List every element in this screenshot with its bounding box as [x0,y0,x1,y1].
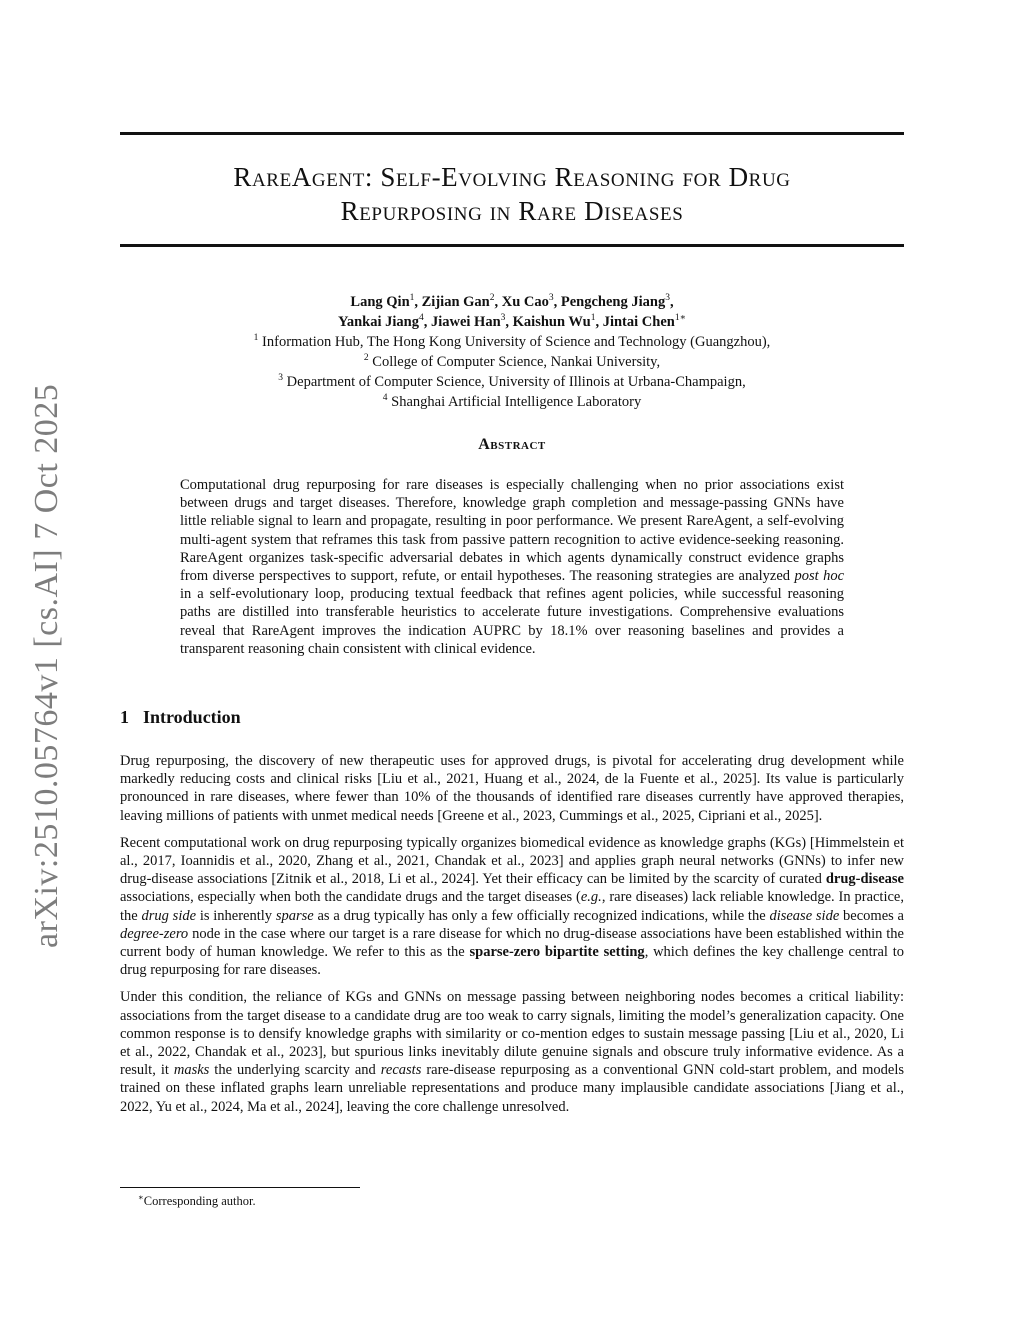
arxiv-identifier: arXiv:2510.05764v1 [cs.AI] 7 Oct 2025 [28,383,65,948]
affiliation-sup: 3 [278,373,284,384]
affiliation [120,372,904,392]
abstract-part: Computational drug repurposing for rare diseases is especially challenging when no prior associations exist between drugs and target diseases. Therefore, knowledge graph completion and message-passing GNNs have little reliable signal to learn and propagate, resulting in poor performance. We present RareAgent, a self-evolving multi-agent system that reframes this task from passive pattern recognition to active evidence-seeking reasoning. RareAgent organizes task-specific adversarial debates in which agents dynamically construct evidence graphs from diverse perspectives to support, refute, or entail hypotheses. The reasoning strategies are analyzed [180,477,844,585]
author-name: Lang Qin [350,294,410,310]
affiliation-text: Department of Computer Science, University of Illinois at Urbana-Champaign, [286,374,746,390]
affiliation-text: Shanghai Artificial Intelligence Laboratory [391,394,642,410]
text-run: the underlying scarcity and [209,1062,381,1079]
footnote-rule [120,1187,360,1188]
intro-paragraph-1: Drug repurposing, the discovery of new therapeutic uses for approved drugs, is pivotal for accelerating drug development while markedly reducing costs and clinical risks [Liu et al., 2021, Huang et al., 2024, de la Fuente et al., 2025]. Its value is particularly pronounced in rare diseases, where fewer than 10% of the thousands of identified rare diseases currently have approved therapies, leaving millions of patients with unmet medical needs [Greene et al., 2023, Cummings et al., 2025, Cipriani et al., 2025]. [120,753,904,824]
author-name: Xu Cao [501,294,549,310]
author-affil-sup: 4 [418,313,424,324]
title-line-1: RareAgent: Self-Evolving Reasoning for Drug [233,162,791,192]
author-line-1: Lang Qin$^1$, Zijian Gan$^2$, Xu Cao$^3$, Pengcheng Jiang$^3$, [350,293,674,310]
affiliation [120,352,904,372]
text-run: , rare diseases) lack reliable knowledge. In practice, the [120,889,904,924]
author-affil-sup: 3 [500,313,506,324]
text-run: Under this condition, the reliance of KGs and GNNs on message passing between neighboring nodes becomes a critical liability: associations from the target disease to a candidate drug are too weak to carry signals, limiting the model’s generalization capacity. One common response is to densify knowledge graphs with similarity or co-mention edges to sustain message passing [Liu et al., 2020, Li et al., 2022, Chandak et al., 2023], but spurious links inevitably dilute genuine signals and obscure truly informative evidence. As a result, it [120,989,904,1079]
italic-run: recasts [380,1062,422,1079]
author-affil-sup: 1 [409,293,415,304]
text-run: becomes a [839,907,904,924]
title-rule-bottom [120,244,904,247]
author-affil-sup: 3 [665,293,670,304]
affiliation-sup: 4 [382,393,388,404]
text-run: node in the case where our target is a rare disease for which no drug-disease associations have been established within the current body of human knowledge. We refer to this as the [120,925,904,961]
text-run: as a drug typically has only a few officially recognized indications, while the [313,907,770,924]
section-heading-introduction [120,707,241,728]
author-name: Zijian Gan [421,294,490,310]
affiliation-text: College of Computer Science, Nankai University, [372,354,661,370]
text-run: associations, especially when both the candidate drugs and the target diseases ( [120,889,581,906]
author-line-2: Yankai Jiang$^4$, Jiawei Han$^3$, Kaishun Wu$^1$, Jintai Chen$^{1∗}$ [337,313,687,330]
bold-run: drug-disease [825,871,904,888]
author-name: Pengcheng Jiang [560,294,666,310]
author-name: Jiawei Han [430,314,501,330]
italic-run: sparse [275,907,314,924]
affiliation [120,392,904,412]
abstract-text [180,476,844,658]
author-block [120,292,904,412]
text-run: rare-disease repurposing as a conventional GNN cold-start problem, and models trained on these inflated graphs learn unreliable representations and produce many implausible candidate associations [Jiang et al., 2022, Yu et al., 2024, Ma et al., 2024], leaving the core challenge unresolved. [120,1062,905,1115]
author-name: Kaishun Wu [512,314,591,330]
bold-run: sparse-zero bipartite setting [469,944,645,961]
affiliation [120,332,904,352]
intro-paragraph-2 [120,834,904,980]
affiliation-sup: 2 [363,353,369,364]
italic-run: drug side [141,907,197,924]
intro-paragraph-3 [120,988,904,1115]
footnote-marker: ∗ [138,1192,144,1202]
italic-run: disease side [769,907,840,924]
paper-title [120,160,904,228]
author-name: Jintai Chen [602,314,675,330]
author-affil-sup: 3 [548,293,554,304]
abstract-heading: Abstract [478,436,546,453]
footnote-text: Corresponding author. [143,1194,256,1209]
section-number: 1 [120,707,129,727]
introduction-body [120,752,904,1125]
title-rule-top [120,132,904,135]
author-affil-sup: 1 [590,313,596,324]
text-run: , which defines the key challenge central to drug repurposing for rare diseases. [120,944,904,979]
italic-run: masks [173,1062,210,1079]
text-run: Recent computational work on drug repurposing typically organizes biomedical evidence as knowledge graphs (KGs) [Himmelstein et al., 2017, Ioannidis et al., 2020, Zhang et al., 2021, Chandak et al., 2023] and applies graph neural networks (GNNs) to infer new drug-disease associations [Zitnik et al., 2018, Li et al., 2024]. Yet their efficacy can be limited by the scarcity of curated [120,834,904,888]
abstract-emphasis: post hoc [794,568,844,585]
author-name: Yankai Jiang [337,314,419,330]
section-title: Introduction [143,707,241,727]
italic-run: degree-zero [120,925,189,942]
author-affil-sup: 2 [489,293,495,304]
abstract-part: in a self-evolutionary loop, producing textual feedback that refines agent policies, while successful reasoning paths are distilled into transferable heuristics to accelerate future investigations. Comprehensive evaluations reveal that RareAgent improves the indication AUPRC by 18.1% over reasoning baselines and provides a transparent reasoning chain consistent with clinical evidence. [180,586,844,657]
text-run: is inherently [196,907,276,924]
affiliation-text: Information Hub, The Hong Kong University of Science and Technology (Guangzhou), [262,334,771,350]
footnote-corresponding-author [138,1192,256,1209]
title-line-2: Repurposing in Rare Diseases [340,196,684,226]
affiliation-sup: 1 [253,333,259,344]
author-affil-sup: 1∗ [674,313,687,324]
italic-run: e.g. [580,889,602,906]
